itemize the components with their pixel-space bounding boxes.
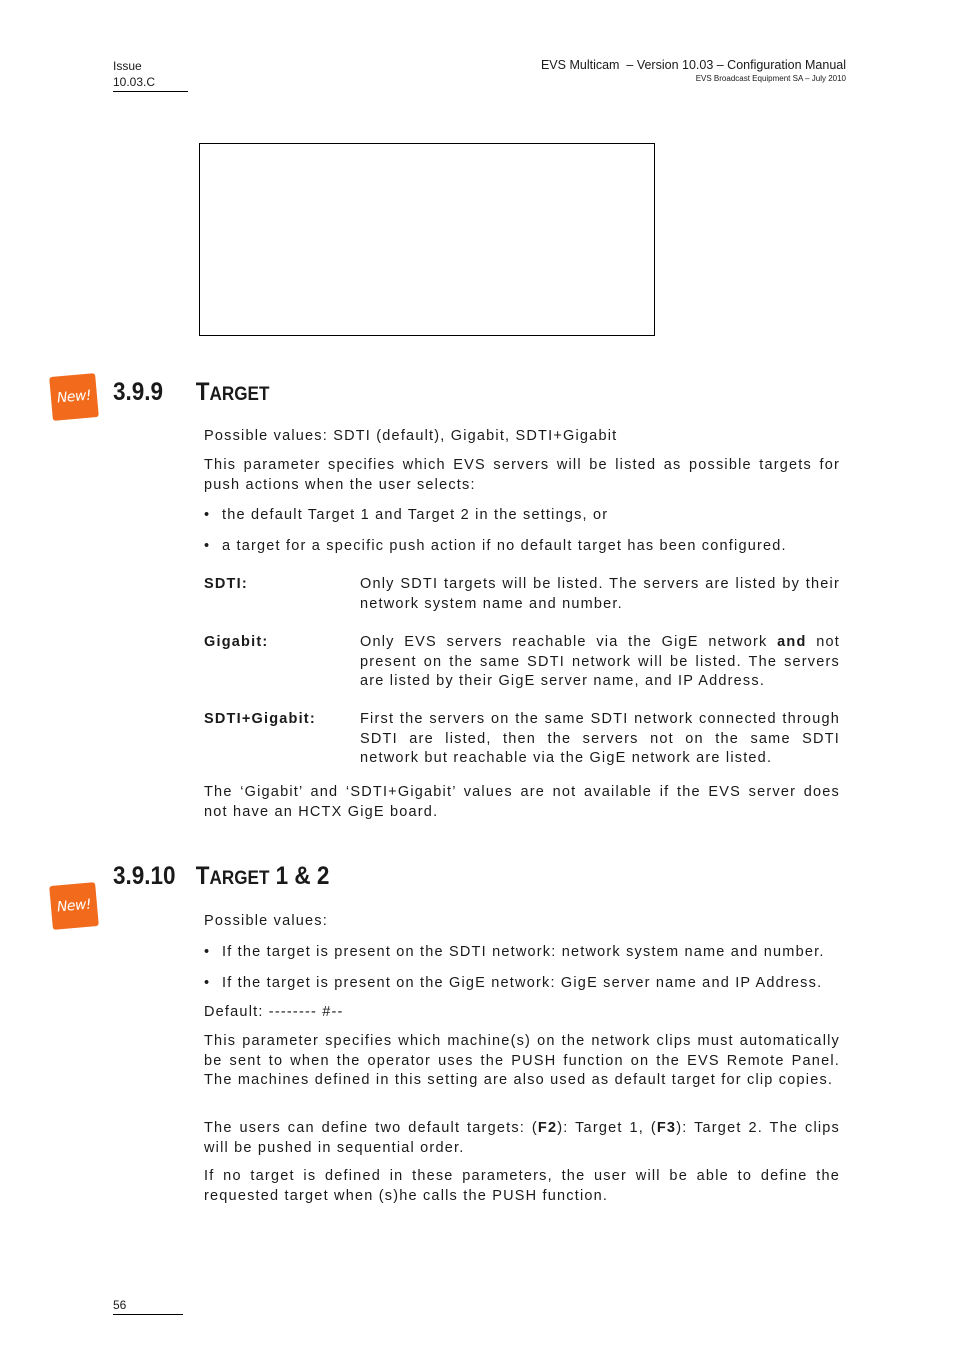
section-title-initial: T	[195, 862, 210, 890]
section-number: 3.9.9	[113, 378, 164, 406]
definition-desc: First the servers on the same SDTI network connected through SDTI are listed, then the servers not on the same SDTI network but reachable via the GigE network are listed.	[360, 711, 840, 766]
default-targets-paragraph: The users can define two default targets: (F2): Target 1, (F3): Target 2. The clips will be pushed in sequential order.	[204, 1120, 841, 1156]
description-paragraph: This parameter specifies which machine(s) on the network clips must automatically be sent to when the operator uses the PUSH function on the EVS Remote Panel. The machines defined in this setting are also used as default target for clip copies.	[204, 1033, 840, 1088]
document-title: EVS Multicam – Version 10.03 – Configuration Manual	[540, 58, 846, 72]
definition-term: SDTI:	[204, 576, 248, 592]
page-number: 56	[113, 1297, 183, 1315]
bullet-icon: •	[204, 975, 211, 991]
section-title-initial: T	[195, 378, 210, 406]
new-badge-icon: New!	[49, 882, 99, 930]
bullet-icon: •	[204, 538, 211, 554]
section-title-suffix: 1 & 2	[269, 862, 330, 890]
definition-desc: Only SDTI targets will be listed. The servers are listed by their network system name and number.	[360, 576, 840, 612]
definition-term: SDTI+Gigabit:	[204, 711, 316, 727]
intro-paragraph: This parameter specifies which EVS servers will be listed as possible targets for push actions when the user selects:	[204, 457, 840, 493]
section-heading-target	[113, 377, 269, 410]
bullet-icon: •	[204, 944, 211, 960]
issue-label: Issue	[113, 59, 142, 73]
section-number: 3.9.10	[113, 862, 176, 890]
no-target-paragraph: If no target is defined in these parameters, the user will be able to define the requested target when (s)he calls the PUSH function.	[204, 1168, 840, 1204]
section-title-rest: ARGET	[209, 384, 270, 405]
list-item: • If the target is present on the SDTI network: network system name and number.	[204, 943, 825, 963]
new-badge-icon: New!	[49, 373, 99, 421]
default-value-text: Default: -------- #--	[204, 1004, 344, 1020]
figure-frame	[199, 143, 655, 336]
list-item: • the default Target 1 and Target 2 in the settings, or	[204, 506, 608, 526]
section-heading-target-1-2	[113, 861, 329, 894]
list-item: • a target for a specific push action if no default target has been configured.	[204, 537, 787, 557]
document-subtitle: EVS Broadcast Equipment SA – July 2010	[695, 74, 846, 83]
definition-term: Gigabit:	[204, 634, 269, 650]
document-header	[541, 58, 846, 84]
note-paragraph: The ‘Gigabit’ and ‘SDTI+Gigabit’ values are not available if the EVS server does not have an HCTX GigE board.	[204, 784, 840, 820]
issue-number: 10.03.C	[113, 75, 156, 89]
possible-values-text: Possible values:	[204, 913, 328, 929]
possible-values-text: Possible values: SDTI (default), Gigabit, SDTI+Gigabit	[204, 428, 618, 444]
bullet-icon: •	[204, 507, 211, 523]
section-title-rest: ARGET	[209, 868, 270, 889]
list-item: • If the target is present on the GigE network: GigE server name and IP Address.	[204, 974, 822, 994]
issue-block	[113, 58, 188, 92]
definition-desc: Only EVS servers reachable via the GigE network and not present on the same SDTI network will be listed. The servers are listed by their GigE server name, and IP Address.	[360, 634, 840, 689]
